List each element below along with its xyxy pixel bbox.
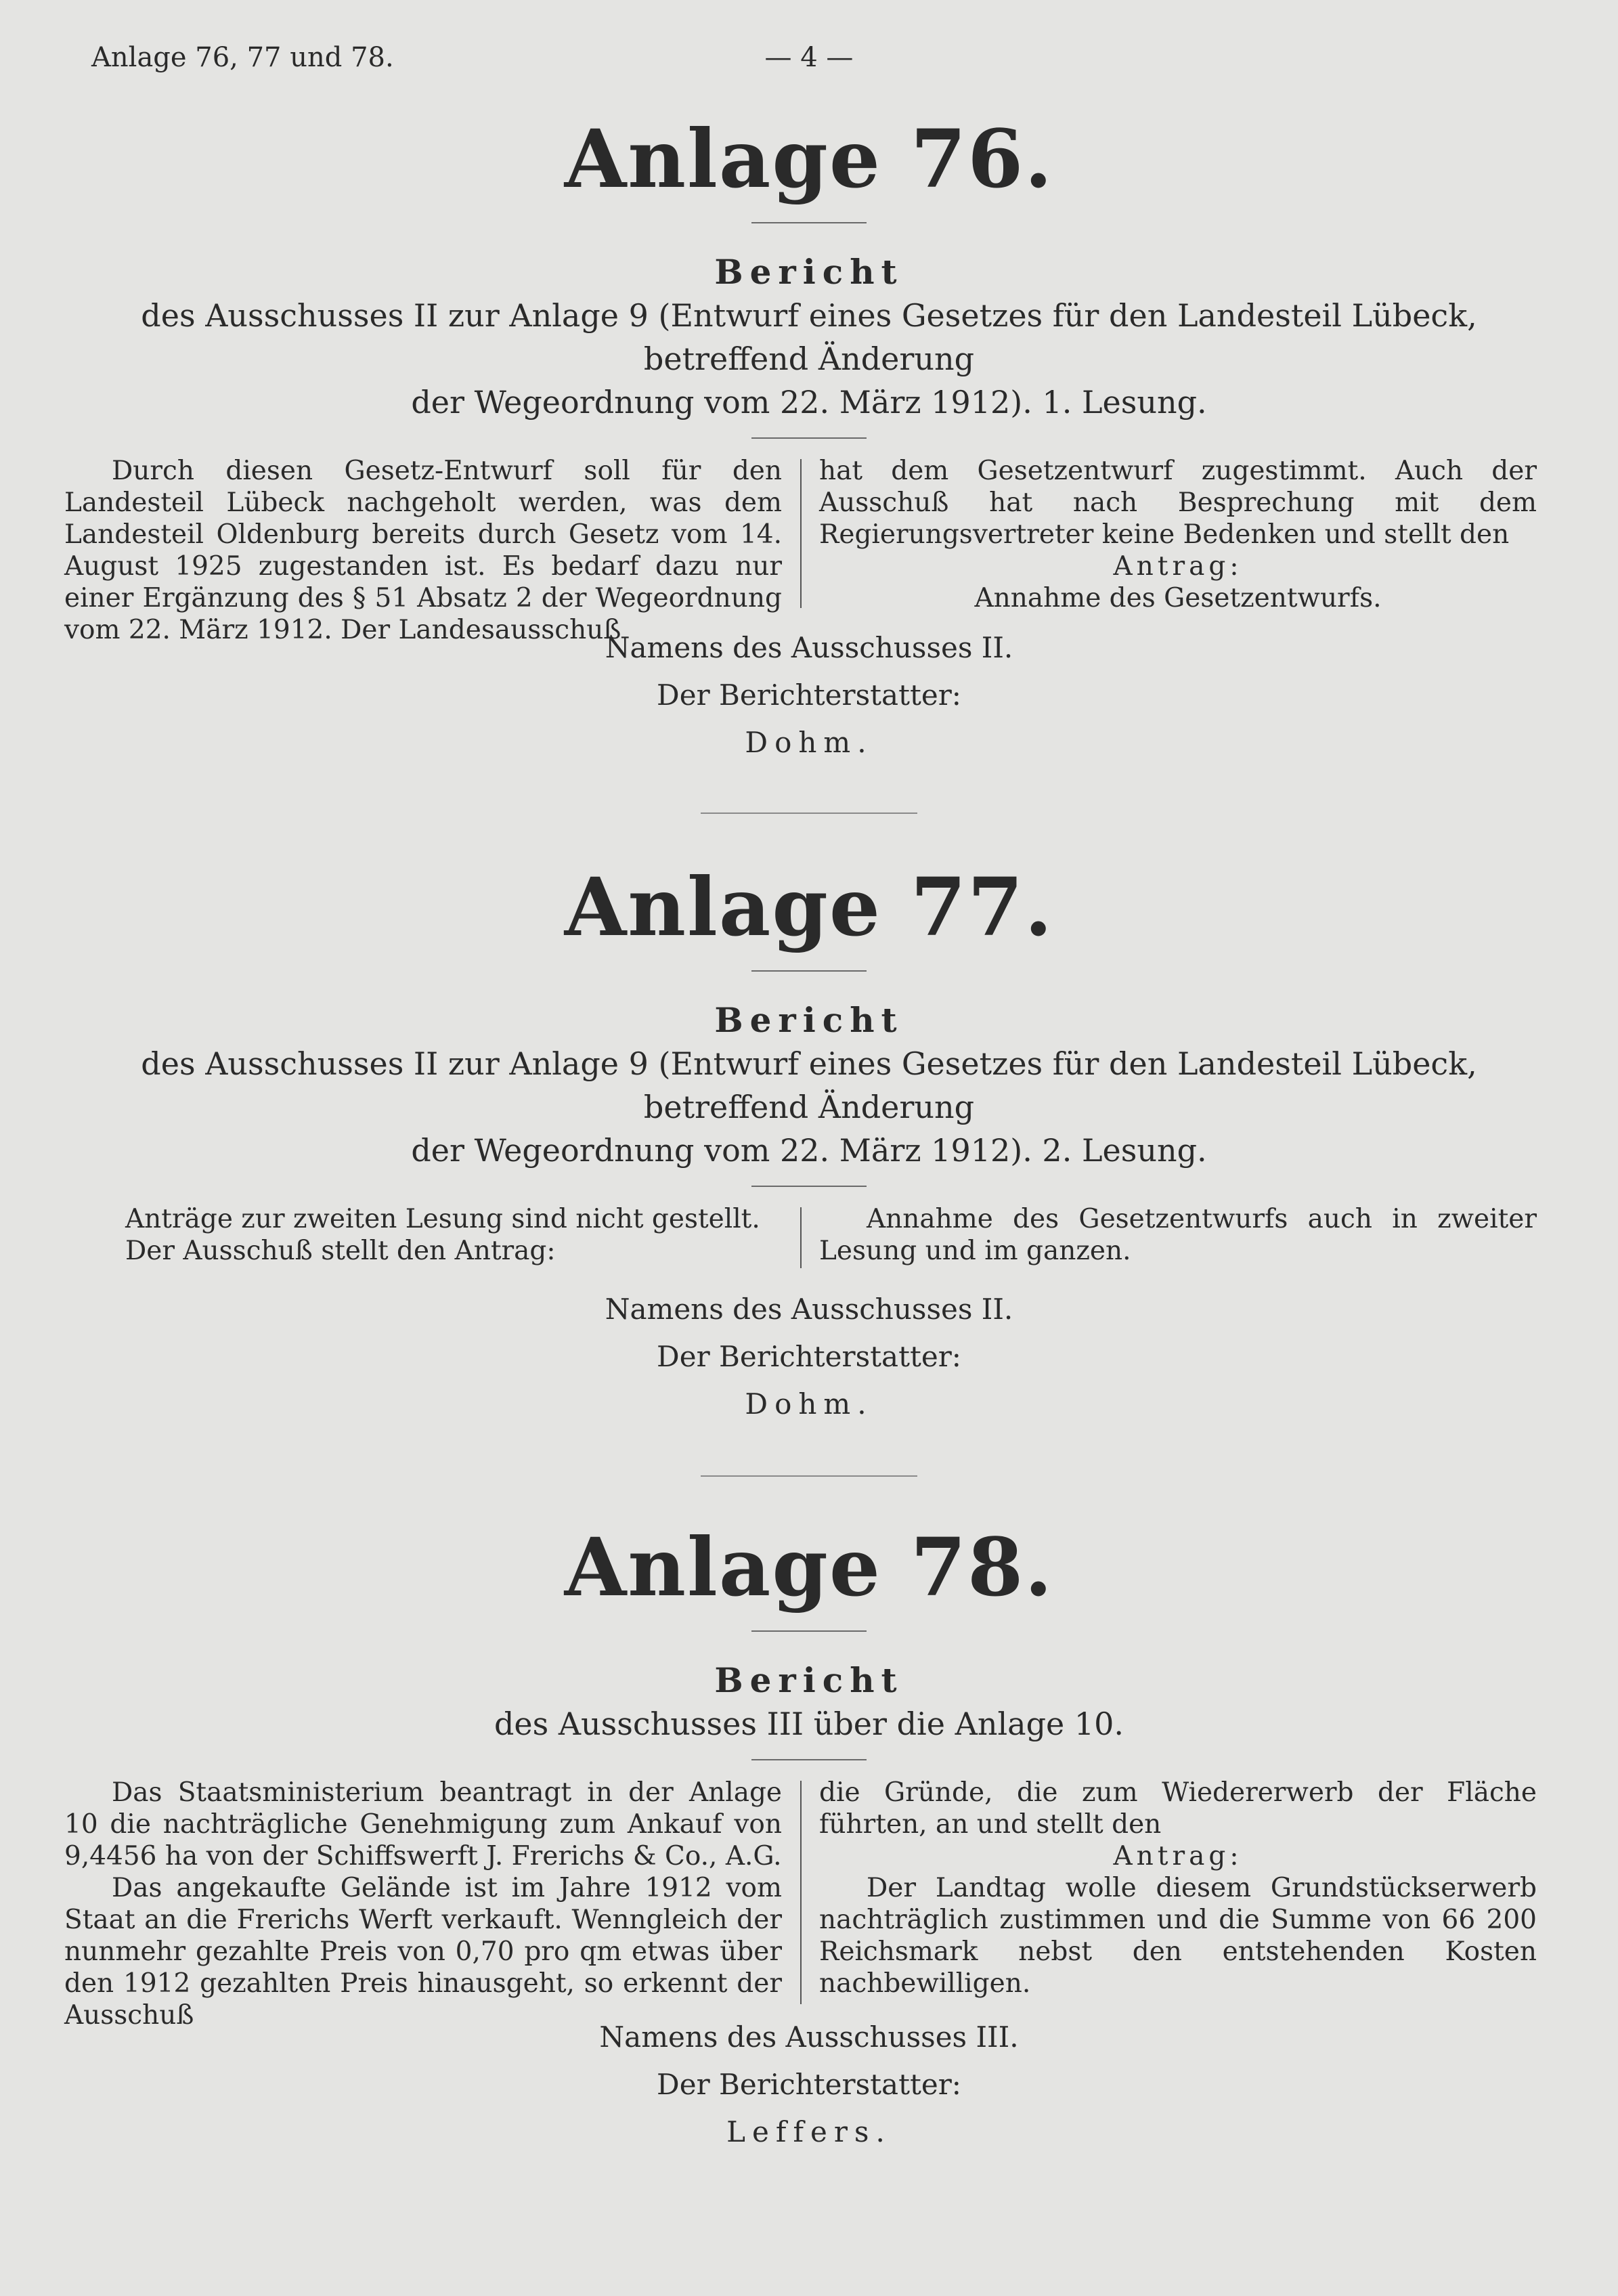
- section-anlage-78: [0, 1517, 1618, 2156]
- bericht-heading: Bericht: [714, 1660, 904, 1700]
- subtitle-line: der Wegeordnung vom 22. März 1912). 1. Lesung.: [411, 384, 1207, 420]
- antrag-text: Der Landtag wolle diesem Grundstückserwerb nachträglich zustimmen und die Summe von 66 200 Reichsmark nebst den entstehenden Kosten nachbewilligen.: [819, 1873, 1537, 1999]
- signature-block: [0, 1286, 1618, 1428]
- signature-name: Leffers.: [726, 2115, 892, 2148]
- section-title: Anlage 78.: [564, 1520, 1054, 1614]
- section-separator: [701, 1475, 917, 1477]
- two-column-body: [64, 1203, 1554, 1271]
- section-title: Anlage 77.: [564, 860, 1054, 954]
- divider: [751, 437, 867, 439]
- signature-committee: Namens des Ausschusses II.: [605, 1293, 1013, 1326]
- body-line: Anträge zur zweiten Lesung sind nicht gestellt.: [125, 1204, 760, 1234]
- left-column: [64, 1203, 782, 1267]
- column-divider: [800, 459, 802, 608]
- signature-role: Der Berichterstatter:: [657, 1340, 961, 1373]
- two-column-body: [64, 1777, 1554, 2031]
- signature-block: [0, 2014, 1618, 2156]
- body-paragraph: Annahme des Gesetzentwurfs auch in zweiter Lesung und im ganzen.: [819, 1204, 1537, 1266]
- signature-role: Der Berichterstatter:: [657, 678, 961, 712]
- section-subtitle: [64, 1042, 1554, 1172]
- body-paragraph: Das Staatsministerium beantragt in der Anlage 10 die nachträgliche Genehmigung zum Ankauf von 9,4456 ha von der Schiffswerft J. Frerichs & Co., A.G.: [64, 1777, 782, 1871]
- body-line: Der Ausschuß stellt den Antrag:: [125, 1236, 556, 1266]
- body-paragraph: Das angekaufte Gelände ist im Jahre 1912 vom Staat an die Frerichs Werft verkauft. Wenngleich der nunmehr gezahlte Preis von 0,70 pro qm etwas über den 1912 gezahlten Preis hinausgeht, so erkennt der Ausschuß: [64, 1873, 782, 2031]
- two-column-body: [64, 455, 1554, 645]
- antrag-label: Antrag:: [1113, 1841, 1243, 1871]
- subtitle-line: des Ausschusses III über die Anlage 10.: [494, 1706, 1124, 1742]
- column-divider: [800, 1207, 802, 1268]
- signature-committee: Namens des Ausschusses III.: [599, 2020, 1019, 2054]
- left-column: [64, 1777, 782, 2031]
- signature-name: Dohm.: [745, 1387, 873, 1421]
- right-column: [819, 1203, 1537, 1267]
- section-anlage-77: [0, 857, 1618, 1477]
- divider: [751, 1759, 867, 1760]
- section-title: Anlage 76.: [564, 112, 1054, 206]
- antrag-label: Antrag:: [1113, 551, 1243, 582]
- subtitle-line: des Ausschusses II zur Anlage 9 (Entwurf eines Gesetzes für den Landesteil Lübeck, betreffend Änderung: [141, 1045, 1477, 1125]
- divider: [751, 222, 867, 223]
- section-subtitle: [64, 294, 1554, 424]
- signature-name: Dohm.: [745, 726, 873, 759]
- bericht-heading: Bericht: [714, 252, 904, 292]
- bericht-heading: Bericht: [714, 1000, 904, 1040]
- body-paragraph: Durch diesen Gesetz-Entwurf soll für den Landesteil Lübeck nachgeholt werden, was dem Landesteil Oldenburg bereits durch Gesetz vom 14. August 1925 zugestanden ist. Es bedarf dazu nur einer Ergänzung des § 51 Absatz 2 der Wegeordnung vom 22. März 1912. Der Landesausschuß: [64, 456, 782, 645]
- antrag-text: Annahme des Gesetzentwurfs.: [974, 583, 1382, 613]
- section-anlage-76: [0, 108, 1618, 814]
- right-column: [819, 1777, 1537, 1999]
- body-paragraph: hat dem Gesetzentwurf zugestimmt. Auch der Ausschuß hat nach Besprechung mit dem Regierungsvertreter keine Bedenken und stellt den: [819, 456, 1537, 550]
- divider: [751, 1630, 867, 1632]
- signature-committee: Namens des Ausschusses II.: [605, 631, 1013, 664]
- subtitle-line: der Wegeordnung vom 22. März 1912). 2. Lesung.: [411, 1132, 1207, 1169]
- left-column: [64, 455, 782, 646]
- right-column: [819, 455, 1537, 614]
- divider: [751, 1186, 867, 1187]
- section-separator: [701, 813, 917, 814]
- divider: [751, 970, 867, 972]
- running-head: Anlage 76, 77 und 78.: [91, 42, 394, 73]
- body-paragraph: die Gründe, die zum Wiedererwerb der Fläche führten, an und stellt den: [819, 1777, 1537, 1840]
- section-subtitle: [64, 1702, 1554, 1746]
- page-number: — 4 —: [764, 42, 854, 73]
- subtitle-line: des Ausschusses II zur Anlage 9 (Entwurf eines Gesetzes für den Landesteil Lübeck, betreffend Änderung: [141, 297, 1477, 377]
- column-divider: [800, 1781, 802, 2004]
- signature-role: Der Berichterstatter:: [657, 2068, 961, 2101]
